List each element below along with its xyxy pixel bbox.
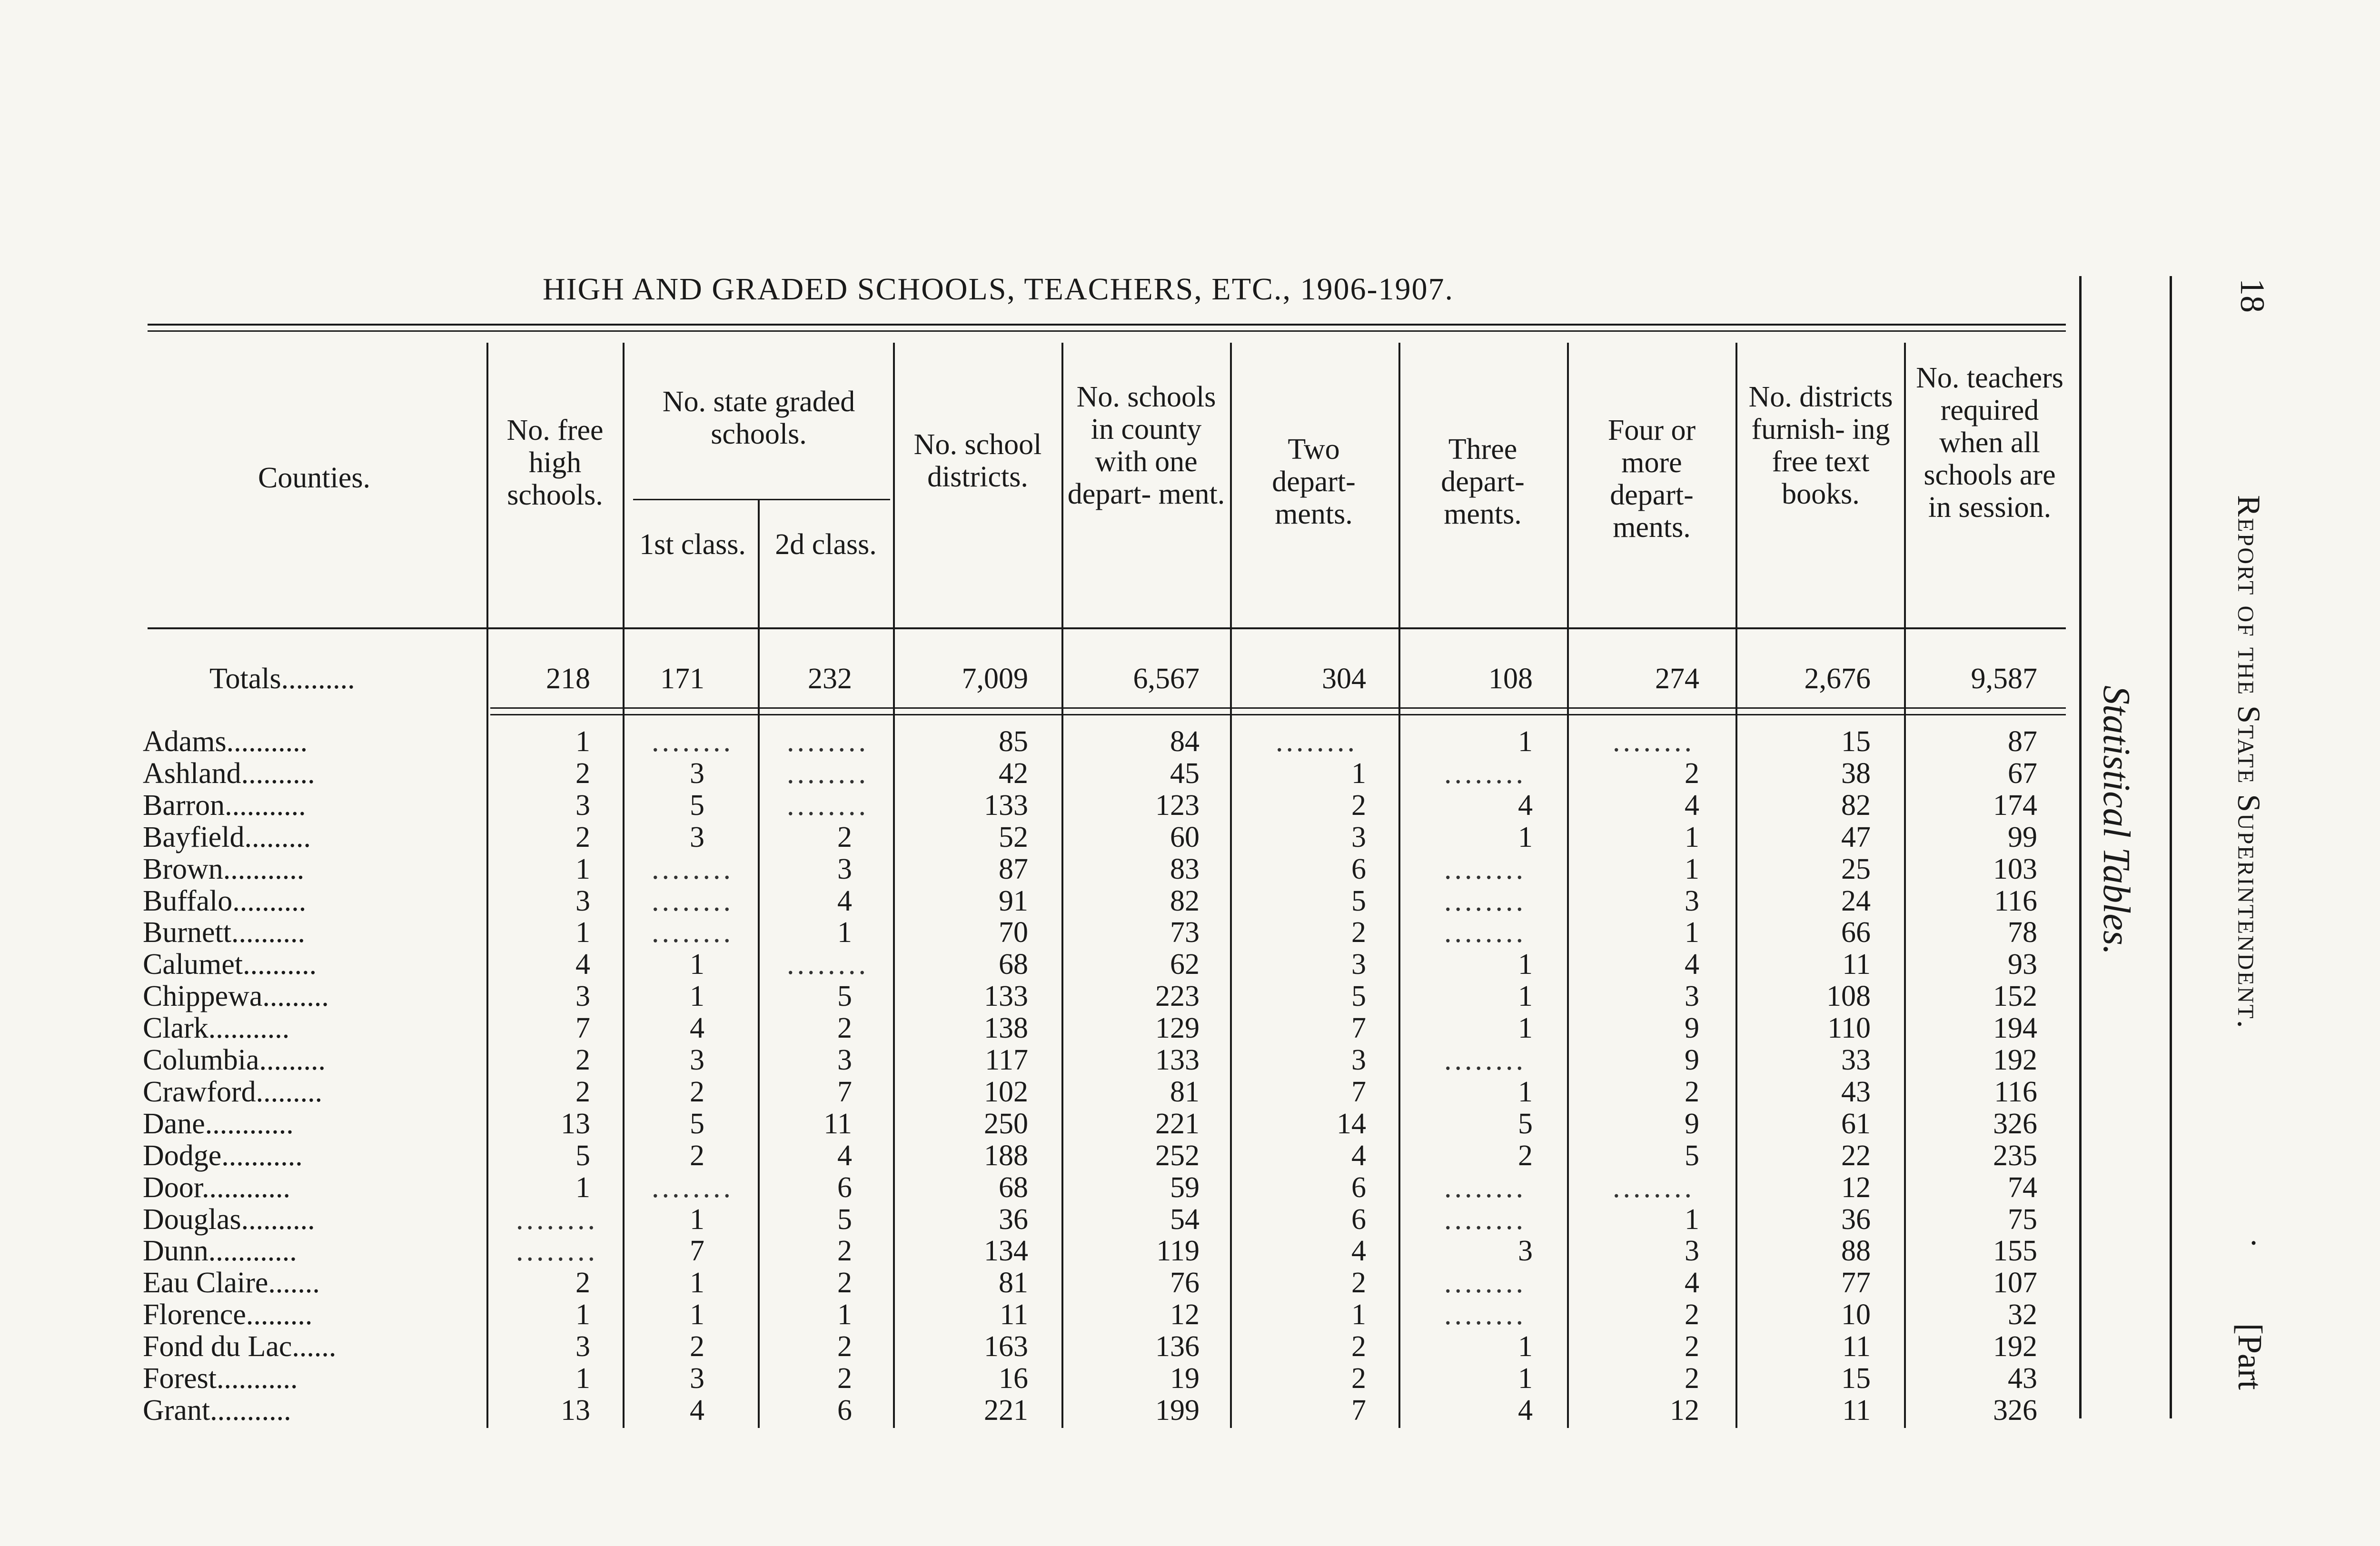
table-cell: 2 [837,1330,852,1363]
county-name: Forest........... [143,1362,298,1395]
empty-cell-leader: ........ [1276,725,1358,758]
table-cell: 1 [1685,852,1699,885]
table-cell: 163 [984,1330,1028,1363]
table-cell: 5 [1685,1139,1699,1172]
header-counties: Counties. [258,462,370,494]
empty-cell-leader: ........ [1613,725,1695,758]
table-cell: 6 [1351,852,1366,885]
top-rule [148,324,2066,326]
table-cell: 12 [1841,1171,1871,1204]
county-name: Florence......... [143,1298,313,1331]
top-rule-second [148,330,2066,332]
table-cell: 9 [1685,1044,1699,1076]
header-state-graded: No. state graded schools. [662,386,855,450]
table-cell: 152 [1993,980,2037,1013]
table-cell: 171 [660,663,704,695]
empty-cell-leader: ........ [1444,1298,1526,1331]
table-cell: 61 [1841,1107,1871,1140]
table-cell: 66 [1841,916,1871,949]
table-cell: 2,676 [1804,663,1871,695]
table-cell: 3 [690,1044,704,1076]
county-name: Barron........... [143,789,306,822]
table-cell: 1 [1518,1075,1533,1108]
county-name: Dunn............ [143,1235,297,1268]
table-cell: 3 [690,757,704,790]
table-cell: 274 [1655,663,1699,695]
table-cell: 2 [1351,916,1366,949]
table-cell: 1 [1518,1330,1533,1363]
table-cell: 6 [1351,1171,1366,1204]
table-cell: 2 [575,821,590,853]
empty-cell-leader: ........ [652,916,734,949]
table-cell: 155 [1993,1235,2037,1268]
table-cell: 77 [1841,1267,1871,1299]
table-cell: 4 [690,1394,704,1427]
empty-cell-leader: ........ [652,852,734,885]
table-cell: 9 [1685,1012,1699,1045]
table-cell: 13 [561,1394,590,1427]
table-cell: 2 [1518,1139,1533,1172]
table-cell: 78 [2008,916,2037,949]
table-cell: 221 [1155,1107,1200,1140]
column-divider [623,343,625,1428]
table-cell: 83 [1170,852,1200,885]
table-cell: 2 [575,1075,590,1108]
header-second-class: 2d class. [775,528,877,561]
table-cell: 5 [837,980,852,1013]
table-cell: 326 [1993,1394,2037,1427]
county-name: Ashland.......... [143,757,315,790]
table-cell: 252 [1155,1139,1200,1172]
county-name: Clark........... [143,1012,290,1045]
empty-cell-leader: ........ [787,757,869,790]
table-cell: 62 [1170,948,1200,981]
county-name: Brown........... [143,852,305,885]
table-cell: 3 [1685,1235,1699,1268]
table-cell: 7 [1351,1394,1366,1427]
table-cell: 235 [1993,1139,2037,1172]
table-cell: 19 [1170,1362,1200,1395]
table-cell: 43 [2008,1362,2037,1395]
header-two-dept: Two depart- ments. [1272,433,1356,530]
page-number: 18 [2233,278,2271,313]
empty-cell-leader: ........ [1444,916,1526,949]
table-cell: 12 [1170,1298,1200,1331]
header-free-high: No. free high schools. [506,414,604,511]
table-cell: 2 [1685,1075,1699,1108]
table-cell: 2 [837,1267,852,1299]
county-name: Buffalo.......... [143,884,307,917]
table-cell: 6 [837,1394,852,1427]
column-divider [758,500,760,1428]
section-label: Statistical Tables. [2095,685,2137,955]
totals-rule-second [490,714,2066,715]
table-cell: 67 [2008,757,2037,790]
empty-cell-leader: ........ [1444,757,1526,790]
empty-cell-leader: ........ [1444,1203,1526,1236]
county-name: Burnett.......... [143,916,305,949]
table-cell: 192 [1993,1044,2037,1076]
table-cell: 129 [1155,1012,1200,1045]
table-cell: 68 [999,1171,1028,1204]
table-cell: 70 [999,916,1028,949]
table-cell: 3 [837,852,852,885]
table-cell: 3 [690,1362,704,1395]
table-cell: 4 [690,1012,704,1045]
table-cell: 38 [1841,757,1871,790]
table-cell: 1 [690,948,704,981]
table-cell: 2 [1685,1362,1699,1395]
county-name: Fond du Lac...... [143,1330,337,1363]
table-cell: 14 [1337,1107,1366,1140]
county-name: Door............ [143,1171,290,1204]
header-three-dept: Three depart- ments. [1441,433,1525,530]
table-cell: 134 [984,1235,1028,1268]
empty-cell-leader: ........ [787,948,869,981]
table-cell: 10 [1841,1298,1871,1331]
table-cell: 2 [1685,1298,1699,1331]
table-cell: 1 [837,916,852,949]
header-one-dept: No. schools in county with one depart- ment. [1067,381,1225,510]
table-cell: 73 [1170,916,1200,949]
table-cell: 5 [690,789,704,822]
table-cell: 11 [1842,1394,1871,1427]
empty-cell-leader: ........ [652,725,734,758]
table-cell: 2 [690,1075,704,1108]
totals-rule [490,707,2066,709]
table-cell: 11 [1842,948,1871,981]
column-divider [893,343,895,1428]
table-cell: 36 [999,1203,1028,1236]
totals-label: Totals.......... [209,663,355,695]
table-cell: 5 [837,1203,852,1236]
table-cell: 7 [575,1012,590,1045]
table-cell: 74 [2008,1171,2037,1204]
table-cell: 2 [690,1139,704,1172]
table-cell: 110 [1827,1012,1871,1045]
table-cell: 13 [561,1107,590,1140]
table-cell: 107 [1993,1267,2037,1299]
table-cell: 7 [690,1235,704,1268]
table-cell: 7,009 [962,663,1028,695]
table-cell: 133 [1155,1044,1200,1076]
table-cell: 24 [1841,884,1871,917]
table-cell: 117 [985,1044,1028,1076]
table-cell: 1 [575,852,590,885]
table-cell: 1 [1518,821,1533,853]
table-cell: 11 [1000,1298,1028,1331]
table-cell: 15 [1841,1362,1871,1395]
table-cell: 4 [1685,948,1699,981]
table-cell: 1 [1685,916,1699,949]
table-cell: 2 [837,1235,852,1268]
column-divider [1061,343,1063,1428]
bullet-mark: · [2236,1238,2272,1249]
table-cell: 6 [837,1171,852,1204]
empty-cell-leader: ........ [1444,884,1526,917]
table-cell: 223 [1155,980,1200,1013]
table-cell: 47 [1841,821,1871,853]
table-cell: 85 [999,725,1028,758]
table-cell: 1 [575,1362,590,1395]
column-divider [1230,343,1232,1428]
table-cell: 194 [1993,1012,2037,1045]
table-cell: 91 [999,884,1028,917]
county-name: Douglas.......... [143,1203,315,1236]
table-cell: 16 [999,1362,1028,1395]
table-cell: 7 [837,1075,852,1108]
table-cell: 2 [1351,1267,1366,1299]
table-cell: 2 [1685,1330,1699,1363]
table-cell: 188 [984,1139,1028,1172]
table-cell: 5 [1518,1107,1533,1140]
table-cell: 3 [690,821,704,853]
empty-cell-leader: ........ [1444,1171,1526,1204]
table-cell: 5 [1351,884,1366,917]
table-cell: 2 [575,1044,590,1076]
table-cell: 2 [690,1330,704,1363]
table-cell: 7 [1351,1012,1366,1045]
table-cell: 1 [690,1267,704,1299]
table-cell: 2 [1351,789,1366,822]
table-cell: 88 [1841,1235,1871,1268]
table-cell: 93 [2008,948,2037,981]
table-cell: 5 [1351,980,1366,1013]
table-cell: 99 [2008,821,2037,853]
table-cell: 133 [984,789,1028,822]
table-cell: 60 [1170,821,1200,853]
header-free-text: No. districts furnish- ing free text books. [1748,381,1893,510]
header-bottom-rule [148,627,2066,629]
running-head: Report of the State Superintendent. [2231,495,2267,1030]
part-label: [Part [2231,1323,2269,1390]
table-cell: 42 [999,757,1028,790]
table-cell: 4 [1518,1394,1533,1427]
empty-cell-leader: ........ [516,1235,598,1268]
county-name: Grant........... [143,1394,291,1427]
header-four-dept: Four or more depart- ments. [1607,414,1696,544]
table-cell: 1 [690,980,704,1013]
table-cell: 11 [1842,1330,1871,1363]
column-divider [1567,343,1569,1428]
table-cell: 3 [1685,884,1699,917]
table-cell: 75 [2008,1203,2037,1236]
county-name: Eau Claire....... [143,1267,320,1299]
table-cell: 2 [1351,1330,1366,1363]
table-cell: 103 [1993,852,2037,885]
table-cell: 123 [1155,789,1200,822]
empty-cell-leader: ........ [1444,852,1526,885]
table-cell: 102 [984,1075,1028,1108]
table-cell: 3 [1518,1235,1533,1268]
table-cell: 4 [837,1139,852,1172]
margin-rule [2170,276,2172,1418]
table-cell: 2 [837,1362,852,1395]
table-cell: 45 [1170,757,1200,790]
column-divider [1398,343,1400,1428]
table-cell: 43 [1841,1075,1871,1108]
empty-cell-leader: ........ [1444,1267,1526,1299]
table-cell: 192 [1993,1330,2037,1363]
table-cell: 3 [575,884,590,917]
table-cell: 3 [575,980,590,1013]
table-cell: 1 [1518,948,1533,981]
table-cell: 6,567 [1133,663,1200,695]
table-cell: 199 [1155,1394,1200,1427]
table-cell: 3 [1685,980,1699,1013]
empty-cell-leader: ........ [787,725,869,758]
table-cell: 1 [575,1298,590,1331]
table-title: HIGH AND GRADED SCHOOLS, TEACHERS, ETC., 1906-1907. [543,272,1454,307]
county-name: Dodge........... [143,1139,303,1172]
table-cell: 119 [1156,1235,1200,1268]
table-cell: 3 [1351,948,1366,981]
subheader-rule [633,499,890,500]
table-cell: 232 [808,663,852,695]
table-cell: 81 [999,1267,1028,1299]
table-cell: 7 [1351,1075,1366,1108]
table-cell: 2 [837,821,852,853]
table-cell: 1 [690,1203,704,1236]
table-cell: 3 [837,1044,852,1076]
table-cell: 76 [1170,1267,1200,1299]
table-cell: 81 [1170,1075,1200,1108]
table-cell: 22 [1841,1139,1871,1172]
table-cell: 3 [575,789,590,822]
table-cell: 25 [1841,852,1871,885]
table-cell: 4 [575,948,590,981]
county-name: Bayfield......... [143,821,311,853]
empty-cell-leader: ........ [652,1171,734,1204]
table-cell: 116 [1994,1075,2037,1108]
empty-cell-leader: ........ [787,789,869,822]
table-cell: 1 [690,1298,704,1331]
table-cell: 326 [1993,1107,2037,1140]
table-cell: 1 [1685,821,1699,853]
table-cell: 84 [1170,725,1200,758]
table-cell: 304 [1322,663,1366,695]
table-cell: 174 [1993,789,2037,822]
table-cell: 1 [1351,757,1366,790]
table-cell: 3 [1351,1044,1366,1076]
table-cell: 2 [575,757,590,790]
table-cell: 87 [2008,725,2037,758]
table-cell: 218 [546,663,590,695]
table-cell: 6 [1351,1203,1366,1236]
table-cell: 1 [837,1298,852,1331]
table-cell: 2 [575,1267,590,1299]
county-name: Columbia......... [143,1044,326,1076]
margin-rule [2079,276,2082,1418]
empty-cell-leader: ........ [1444,1044,1526,1076]
header-first-class: 1st class. [639,528,746,561]
county-name: Adams........... [143,725,308,758]
header-teachers: No. teachers required when all schools are in session. [1916,362,2063,524]
table-cell: 52 [999,821,1028,853]
table-cell: 32 [2008,1298,2037,1331]
county-name: Calumet.......... [143,948,317,981]
table-cell: 3 [575,1330,590,1363]
table-cell: 221 [984,1394,1028,1427]
empty-cell-leader: ........ [516,1203,598,1236]
header-districts: No. school districts. [913,428,1042,493]
table-cell: 1 [1518,725,1533,758]
empty-cell-leader: ........ [1613,1171,1695,1204]
table-cell: 33 [1841,1044,1871,1076]
table-cell: 2 [1685,757,1699,790]
table-cell: 9 [1685,1107,1699,1140]
table-cell: 82 [1170,884,1200,917]
table-cell: 4 [1351,1139,1366,1172]
table-cell: 108 [1488,663,1533,695]
table-cell: 11 [823,1107,852,1140]
table-cell: 1 [575,1171,590,1204]
table-cell: 116 [1994,884,2037,917]
table-cell: 4 [837,884,852,917]
table-cell: 250 [984,1107,1028,1140]
table-cell: 4 [1351,1235,1366,1268]
table-cell: 136 [1155,1330,1200,1363]
table-cell: 4 [1685,1267,1699,1299]
table-cell: 36 [1841,1203,1871,1236]
column-divider [486,343,488,1428]
table-cell: 4 [1685,789,1699,822]
empty-cell-leader: ........ [652,884,734,917]
county-name: Crawford......... [143,1075,323,1108]
table-cell: 4 [1518,789,1533,822]
county-name: Dane............ [143,1107,294,1140]
table-cell: 138 [984,1012,1028,1045]
table-cell: 5 [690,1107,704,1140]
table-cell: 1 [575,916,590,949]
table-cell: 5 [575,1139,590,1172]
table-cell: 1 [575,725,590,758]
table-cell: 54 [1170,1203,1200,1236]
table-cell: 108 [1826,980,1871,1013]
table-cell: 1 [1518,980,1533,1013]
column-divider [1735,343,1737,1428]
table-cell: 2 [1351,1362,1366,1395]
table-cell: 1 [1518,1362,1533,1395]
table-cell: 9,587 [1971,663,2037,695]
table-cell: 2 [837,1012,852,1045]
column-divider [1904,343,1906,1428]
table-cell: 1 [1351,1298,1366,1331]
table-cell: 68 [999,948,1028,981]
table-cell: 15 [1841,725,1871,758]
table-cell: 87 [999,852,1028,885]
table-cell: 1 [1685,1203,1699,1236]
table-cell: 12 [1670,1394,1699,1427]
table-cell: 133 [984,980,1028,1013]
table-cell: 1 [1518,1012,1533,1045]
table-cell: 82 [1841,789,1871,822]
county-name: Chippewa......... [143,980,329,1013]
table-cell: 3 [1351,821,1366,853]
table-cell: 59 [1170,1171,1200,1204]
